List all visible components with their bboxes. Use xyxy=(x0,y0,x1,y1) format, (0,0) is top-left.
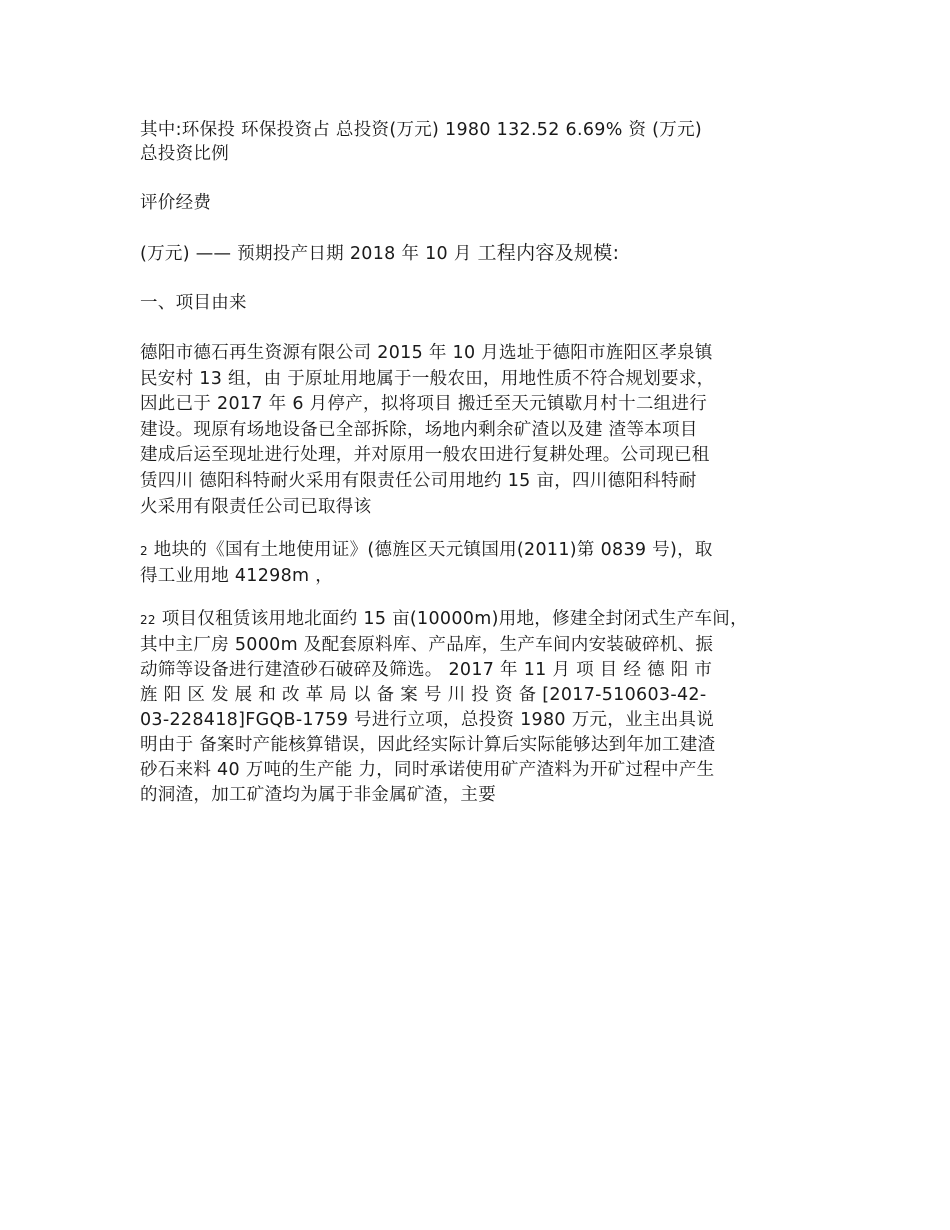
paragraph-land-certificate xyxy=(140,538,830,589)
investment-line: 其中:环保投 环保投资占 总投资(万元) 1980 132.52 6.69% 资 (万元) xyxy=(140,120,703,140)
investment-line: 总投资比例 xyxy=(140,144,229,164)
text-line: 砂石来料 40 万吨的生产能 力，同时承诺使用矿产渣料为开矿过程中产生 xyxy=(140,760,715,781)
text-line: 03-228418]FGQB-1759 号进行立项，总投资 1980 万元，业主出具说 xyxy=(140,710,715,731)
paragraph-project-details xyxy=(140,607,830,808)
footnote-mark: 2 xyxy=(140,544,148,559)
text-line: 因此已于 2017 年 6 月停产，拟将项目 搬迁至天元镇歇月村十二组进行 xyxy=(140,394,708,415)
text-line: 民安村 13 组，由 于原址用地属于一般农田，用地性质不符合规划要求， xyxy=(140,368,715,389)
date-line xyxy=(140,241,830,266)
text-line xyxy=(140,538,830,564)
text-line: 其中主厂房 5000m 及配套原料库、产品库，生产车间内安装破碎机、振 xyxy=(140,635,714,656)
date-prefix: (万元) —— 预期投产日期 2018 年 10 月 xyxy=(140,244,478,264)
footnote-mark: 22 xyxy=(140,613,156,628)
text-line: 得工业用地 41298m ， xyxy=(140,566,334,587)
text-line: 旌 阳 区 发 展 和 改 革 局 以 备 案 号 川 投 资 备 [2017-510603-42- xyxy=(140,685,707,706)
text-line: 动筛等设备进行建渣砂石破碎及筛选。 2017 年 11 月 项 目 经 德 阳 市 xyxy=(140,660,713,681)
text-line xyxy=(140,607,830,633)
text-line: 的洞渣，加工矿渣均为属于非金属矿渣，主要 xyxy=(140,785,496,806)
investment-summary xyxy=(140,118,830,166)
paragraph-origin xyxy=(140,341,830,520)
text-run: 地块的《国有土地使用证》(德旌区天元镇国用(2011)第 0839 号)，取 xyxy=(147,540,713,561)
section-title: 一、项目由来 xyxy=(140,293,247,313)
fee-label: 评价经费 xyxy=(140,193,212,213)
text-line: 建成后运至现址进行处理，并对原用一般农田进行复耕处理。公司现已租 xyxy=(140,445,710,466)
text-line: 赁四川 德阳科特耐火采用有限责任公司用地约 15 亩，四川德阳科特耐 xyxy=(140,470,697,491)
section-heading: 工程内容及规模: xyxy=(477,242,620,264)
text-line: 火采用有限责任公司已取得该 xyxy=(140,496,372,517)
text-run: 项目仅租赁该用地北面约 15 亩(10000m)用地，修建全封闭式生产车间， xyxy=(155,609,748,630)
text-line: 明由于 备案时产能核算错误，因此经实际计算后实际能够达到年加工建渣 xyxy=(140,735,716,756)
text-line: 德阳市德石再生资源有限公司 2015 年 10 月选址于德阳市旌阳区孝泉镇 xyxy=(140,343,713,363)
document-page xyxy=(140,118,830,808)
text-line: 建设。现原有场地设备已全部拆除，场地内剩余矿渣以及建 渣等本项目 xyxy=(140,419,698,440)
